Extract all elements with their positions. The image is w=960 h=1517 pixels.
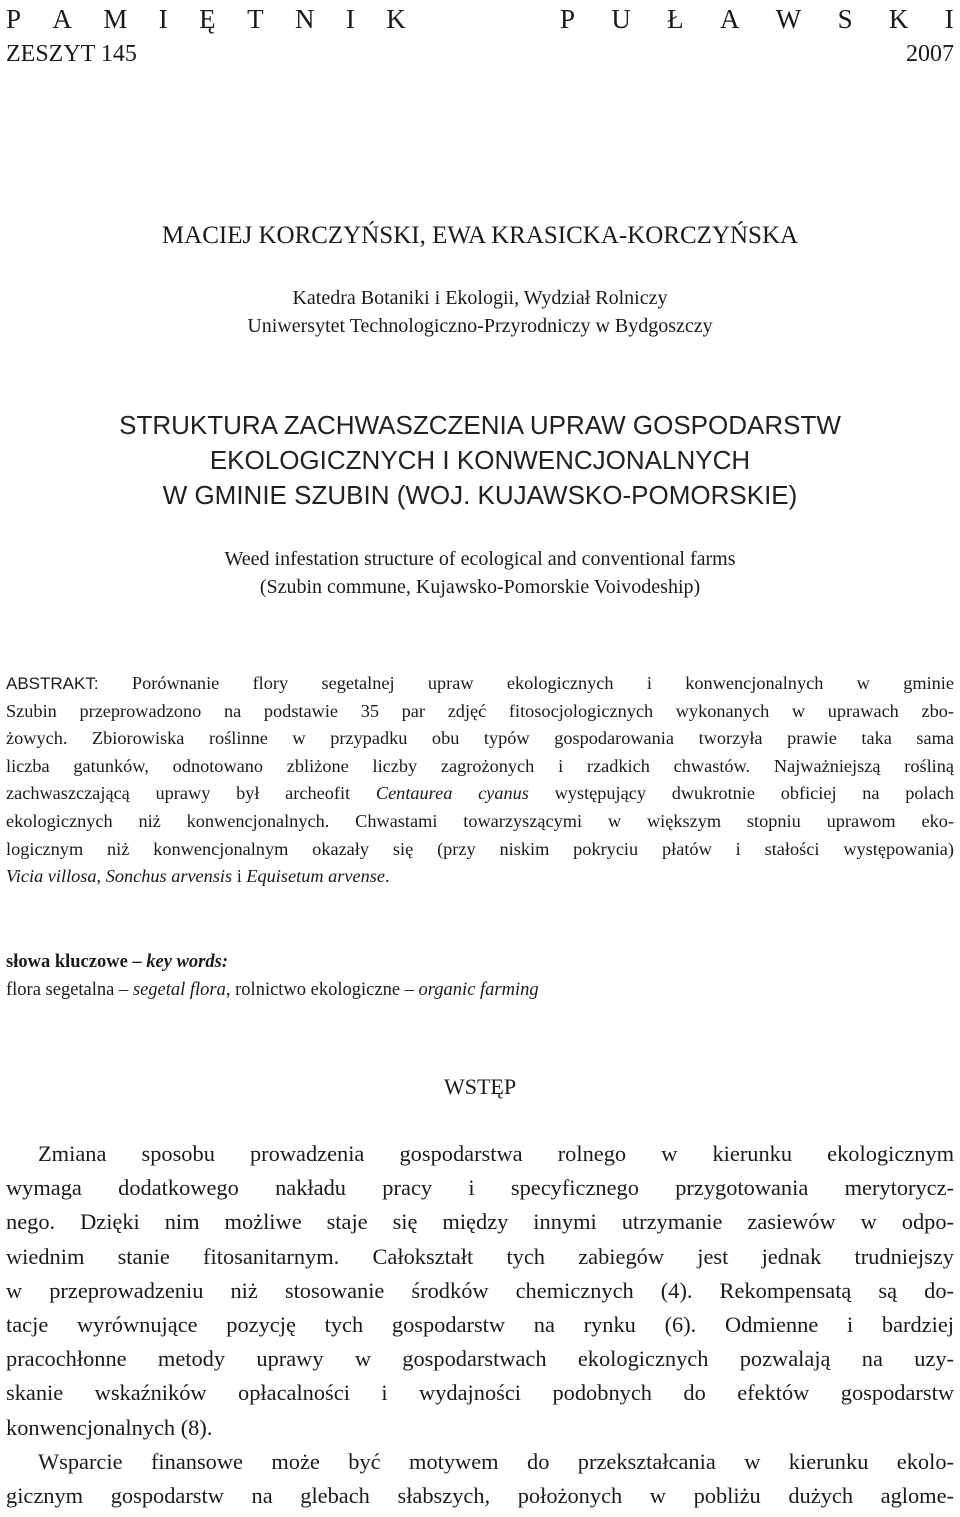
journal-letter: T [247,4,264,34]
abstract-line: Szubin przeprowadzono na podstawie 35 par zdjęć fitosocjologicznych wykonanych w uprawach zbo- [6,700,954,721]
abstract-line: ekologicznych niż konwencjonalnych. Chwastami towarzyszącymi w większym stopniu uprawom eko- [6,810,954,831]
journal-word-1 [6,4,406,34]
abstract-line: zachwaszczającą uprawy był archeofit Centaurea cyanus występujący dwukrotnie obficiej na polach [6,783,954,804]
section-heading: WSTĘP [443,1074,517,1099]
journal-name [6,4,954,34]
body-line: wymaga dodatkowego nakładu pracy i specyficznego przygotowania merytorycz- [6,1175,954,1201]
journal-letter: I [345,4,356,34]
paragraph [6,1445,954,1513]
article-title [0,408,960,513]
paragraph [6,1137,954,1445]
journal-letter: A [52,4,73,34]
journal-letter: P [560,4,576,34]
abstract [6,670,954,891]
journal-letter: M [103,4,128,34]
authors: MACIEJ KORCZYŃSKI, EWA KRASICKA-KORCZYŃSKA [161,222,799,249]
body-line: pracochłonne metody uprawy w gospodarstwach ekologicznych pozwalają na uzy- [6,1346,954,1372]
body-line: gicznym gospodarstw na glebach słabszych, położonych w pobliżu dużych aglome- [6,1483,954,1509]
title-line-1: STRUKTURA ZACHWASZCZENIA UPRAW GOSPODARSTW [119,410,841,440]
species-name: Vicia villosa [6,866,97,887]
abstract-line: żowych. Zbiorowiska roślinne w przypadku obu typów gospodarowania tworzyła prawie taka sama [6,728,954,749]
journal-letter: Ł [667,4,684,34]
english-title-line-2: (Szubin commune, Kujawsko-Pomorskie Voivodeship) [259,576,701,598]
body-line: w przeprowadzeniu niż stosowanie środków chemicznych (4). Rekompensatą są do- [6,1277,954,1303]
body-text [6,1137,954,1513]
journal-letter: K [386,4,406,34]
english-title [0,545,960,601]
abstract-label: ABSTRAKT: [6,674,99,693]
keywords-list: flora segetalna – segetal flora, rolnictwo ekologiczne – organic farming [6,980,539,1000]
body-line: tacje wyrównujące pozycję tych gospodarstw na rynku (6). Odmienne i bardziej [6,1312,954,1338]
issue-number: ZESZYT 145 [6,41,137,67]
body-line: Zmiana sposobu prowadzenia gospodarstwa rolnego w kierunku ekologicznym [38,1141,954,1166]
abstract-line: ABSTRAKT: Porównanie flory segetalnej upraw ekologicznych i konwencjonalnych w gminie [6,673,954,693]
title-line-3: W GMINIE SZUBIN (WOJ. KUJAWSKO-POMORSKIE) [162,480,798,510]
keywords-heading: słowa kluczowe – key words: [6,952,228,972]
journal-letter: I [158,4,168,34]
journal-letter: A [719,4,740,34]
body-line: Wsparcie finansowe może być motywem do przekształcania w kierunku ekolo- [38,1448,954,1474]
abstract-line: liczba gatunków, odnotowano zbliżone liczby zagrożonych i rzadkich chwastów. Najważniejszą rośliną [6,755,954,776]
journal-letter: Ę [199,4,216,34]
abstract-line: Vicia villosa, Sonchus arvensis i Equisetum arvense. [6,866,390,887]
english-title-line-1: Weed infestation structure of ecological and conventional farms [224,548,736,570]
species-name: Centaurea cyanus [375,783,529,804]
journal-word-2 [560,4,954,34]
species-name: Sonchus arvensis [105,866,233,887]
journal-letter: S [837,4,853,34]
affiliation [0,284,960,340]
journal-letter: U [611,4,632,34]
journal-letter: W [775,4,802,34]
body-line: wiednim stanie fitosanitarnym. Całokształt tych zabiegów jest jednak trudniejszy [6,1243,954,1269]
issue-line [6,40,954,68]
abstract-line: logicznym niż konwencjonalnym okazały się (przy niskim pokryciu płatów i stałości występowania) [6,838,954,859]
title-line-2: EKOLOGICZNYCH I KONWENCJONALNYCH [209,445,751,475]
body-line: nego. Dzięki nim możliwe staje się między innymi utrzymanie zasiewów w odpo- [6,1209,954,1235]
species-name: Equisetum arvense [246,866,385,887]
affiliation-line-2: Uniwersytet Technologiczno-Przyrodniczy w Bydgoszczy [247,315,713,337]
affiliation-line-1: Katedra Botaniki i Ekologii, Wydział Rolniczy [292,287,668,309]
journal-letter: N [294,4,315,34]
body-line: skanie wskaźników opłacalności i wydajności podobnych do efektów gospodarstw [6,1380,954,1406]
issue-year: 2007 [906,41,954,67]
journal-letter: P [6,4,22,34]
body-line: konwencjonalnych (8). [6,1414,213,1440]
journal-letter: I [944,4,954,34]
journal-letter: K [888,4,909,34]
